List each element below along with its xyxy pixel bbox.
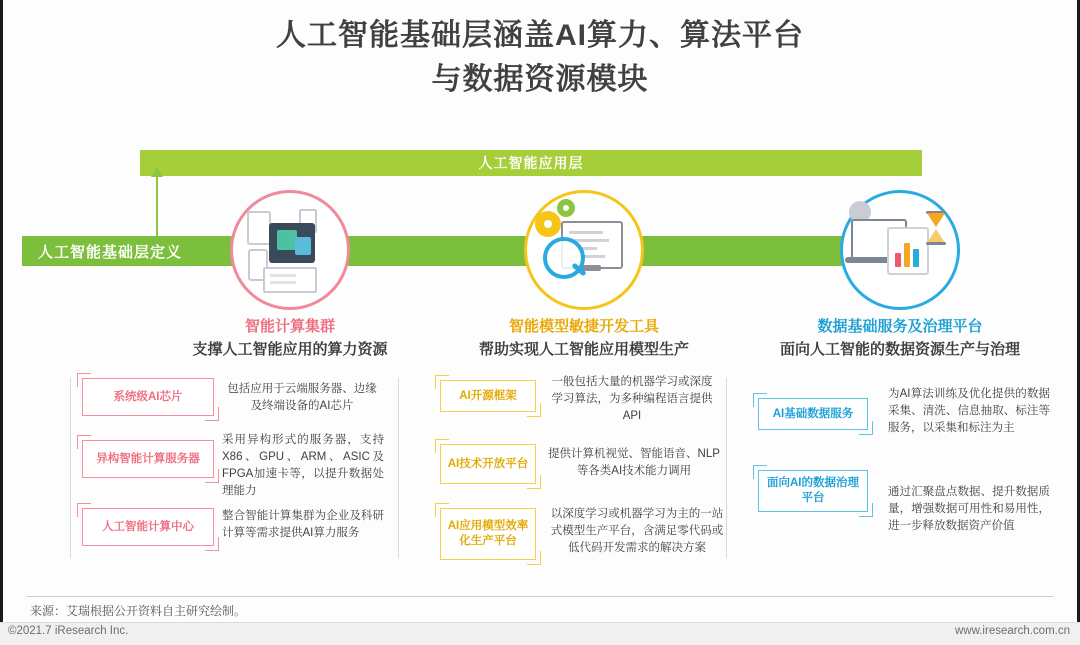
bracket-tl-2 [77, 435, 91, 449]
bracket-tl-8 [753, 465, 767, 479]
divider-mid-1 [398, 378, 399, 558]
hourglass-icon [927, 211, 945, 245]
column-heading-compute [140, 316, 440, 362]
data-platform-illustration-circle [840, 190, 960, 310]
tag-compute-3[interactable] [82, 508, 214, 546]
copyright-text: ©2021.7 iResearch Inc. [8, 625, 129, 637]
data-heading: 数据基础服务及治理平台 [817, 318, 983, 335]
server-line-2 [270, 281, 296, 284]
bracket-br-2 [205, 469, 219, 483]
model-heading: 智能模型敏捷开发工具 [508, 318, 659, 335]
tag-compute-1-label: 系统级AI芯片 [113, 390, 183, 403]
bracket-br-5 [527, 475, 541, 489]
chip-core-icon [277, 230, 297, 250]
title-line-2: 与数据资源模块 [431, 63, 649, 96]
tag-compute-2-label: 异构智能计算服务器 [96, 452, 200, 465]
gear-small-hole-icon [563, 205, 569, 211]
model-tools-illustration-circle [524, 190, 644, 310]
monitor-line-1 [569, 231, 603, 234]
footer-bar [0, 622, 1080, 645]
hourglass-cap-bottom [926, 242, 946, 245]
desc-compute-3: 整合智能计算集群为企业及科研计算等需求提供AI算力服务 [222, 510, 384, 539]
bracket-br-3 [205, 537, 219, 551]
gear-hole-icon [544, 220, 552, 228]
tag-model-1-label: AI开源框架 [459, 389, 517, 402]
hourglass-bottom [927, 229, 945, 243]
tag-model-2[interactable] [440, 444, 536, 484]
desc-compute-2: 采用异构形式的服务器，支持X86、GPU、ARM、ASIC及FPGA加速卡等，以提升数据处理能力 [222, 434, 384, 497]
bar-chart-icon [887, 227, 929, 275]
page-title [0, 14, 1080, 102]
application-layer-label: 人工智能应用层 [478, 155, 584, 171]
base-layer-bar [22, 236, 922, 266]
bracket-tl-4 [435, 375, 449, 389]
ai-chip-icon [269, 223, 315, 263]
base-layer-label: 人工智能基础层定义 [38, 243, 183, 261]
tag-model-3[interactable] [440, 508, 536, 560]
footer-divider [26, 596, 1054, 597]
model-subheading: 帮助实现人工智能应用模型生产 [478, 341, 689, 358]
chip-core-secondary-icon [295, 237, 311, 255]
tag-data-2-label: 面向AI的数据治理平台 [767, 477, 859, 504]
chart-bar-1 [895, 253, 901, 267]
column-heading-model [434, 316, 734, 362]
bracket-tl-1 [77, 373, 91, 387]
source-note: 来源：艾瑞根据公开资料自主研究绘制。 [30, 604, 247, 618]
bracket-tl-6 [435, 503, 449, 517]
tag-data-1[interactable] [758, 398, 868, 430]
compute-heading: 智能计算集群 [244, 318, 335, 335]
desc-model-1: 一般包括大量的机器学习或深度学习算法，为多种编程语言提供API [551, 376, 713, 422]
gear-icon [535, 211, 561, 237]
data-subheading: 面向人工智能的数据资源生产与治理 [779, 341, 1020, 358]
server-base-icon [263, 267, 317, 293]
gear-small-icon [557, 199, 575, 217]
bracket-br-1 [205, 407, 219, 421]
desc-model-2: 提供计算机视觉、智能语音、NLP等各类AI技术能力调用 [548, 448, 720, 477]
tag-model-3-label: AI应用模型效率化生产平台 [447, 520, 529, 547]
website-text: www.iresearch.com.cn [954, 625, 1070, 637]
tag-data-2[interactable] [758, 470, 868, 512]
tag-model-1[interactable] [440, 380, 536, 412]
divider-left [70, 378, 71, 558]
tag-compute-3-label: 人工智能计算中心 [102, 520, 194, 533]
compute-subheading: 支撑人工智能应用的算力资源 [192, 341, 388, 358]
compute-illustration-circle [230, 190, 350, 310]
divider-mid-2 [726, 378, 727, 558]
tag-compute-1[interactable] [82, 378, 214, 416]
bracket-br-8 [859, 503, 873, 517]
column-heading-data [750, 316, 1050, 362]
desc-data-1: 为AI算法训练及优化提供的数据采集、清洗、信息抽取、标注等服务，以采集和标注为主 [888, 388, 1050, 434]
bracket-br-4 [527, 403, 541, 417]
tag-data-1-label: AI基础数据服务 [772, 407, 854, 420]
tablet-icon [247, 211, 271, 245]
chart-bar-3 [913, 249, 919, 267]
bracket-tl-5 [435, 439, 449, 453]
title-line-1: 人工智能基础层涵盖AI算力、算法平台 [276, 19, 804, 52]
desc-compute-1: 包括应用于云端服务器、边缘及终端设备的AI芯片 [227, 383, 377, 412]
chart-bar-2 [904, 243, 910, 267]
bracket-tl-3 [77, 503, 91, 517]
upward-arrow-icon [156, 176, 158, 238]
desc-model-3: 以深度学习或机器学习为主的一站式模型生产平台，含满足零代码或低代码开发需求的解决方案 [550, 508, 724, 554]
server-line-1 [270, 274, 296, 277]
bracket-tl-7 [753, 393, 767, 407]
hourglass-top [927, 213, 945, 227]
desc-data-2: 通过汇聚盘点数据、提升数据质量，增强数据可用性和易用性，进一步释放数据资产价值 [888, 486, 1050, 532]
bracket-br-6 [527, 551, 541, 565]
bracket-br-7 [859, 421, 873, 435]
tag-compute-2[interactable] [82, 440, 214, 478]
tag-model-2-label: AI技术开放平台 [447, 457, 529, 470]
application-layer-bar [140, 150, 922, 176]
